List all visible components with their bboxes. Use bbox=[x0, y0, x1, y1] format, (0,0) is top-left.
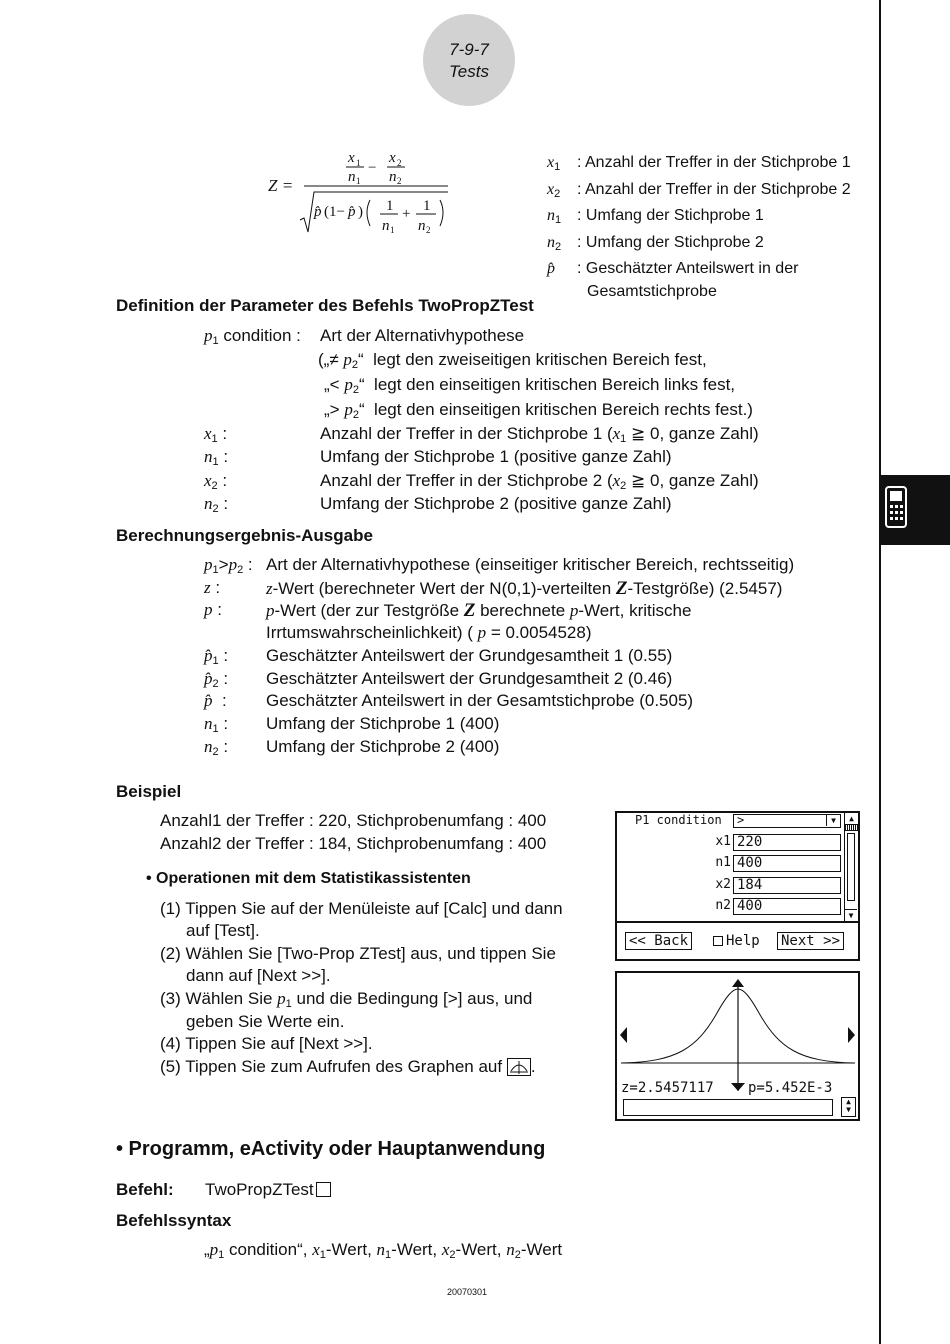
graph-screen bbox=[615, 971, 860, 1121]
legend-text: : Anzahl der Treffer in der Stichprobe 1 bbox=[577, 154, 851, 171]
z-formula bbox=[268, 148, 458, 240]
svg-text:p̂: p̂ bbox=[314, 204, 322, 220]
legend-sym: p̂ bbox=[547, 260, 555, 277]
right-arrow-icon bbox=[848, 1027, 855, 1043]
svg-text:x: x bbox=[389, 150, 396, 166]
step-2-cont: dann auf [Next >>]. bbox=[186, 966, 331, 985]
syntax-heading: Befehlssyntax bbox=[116, 1211, 232, 1230]
scrollbar[interactable] bbox=[844, 813, 858, 921]
legend-text: : Geschätzter Anteilswert in der bbox=[577, 260, 799, 277]
help-checkbox[interactable]: Help bbox=[713, 933, 760, 949]
cond-line-1: („≠ $p_2“$ legt den zweiseitigen kritischen Bereich fest, bbox=[318, 350, 707, 371]
svg-text:2: 2 bbox=[397, 158, 402, 168]
svg-text:1: 1 bbox=[386, 198, 394, 214]
footer-code: 20070301 bbox=[447, 1287, 488, 1297]
step-4: (4) Tippen Sie auf [Next >>]. bbox=[160, 1034, 373, 1053]
param-n2: $n_2$ : bbox=[204, 494, 229, 515]
step-1: (1) Tippen Sie auf der Menüleiste auf [Calc] und dann bbox=[160, 899, 563, 918]
page-number-badge bbox=[423, 14, 515, 106]
field-label-x2: x2 bbox=[715, 877, 731, 892]
x2-input[interactable]: 184 bbox=[733, 877, 841, 894]
page-edge-rule bbox=[879, 0, 881, 1344]
legend-sym: $x_1$ bbox=[547, 154, 561, 173]
checkbox-icon[interactable] bbox=[713, 936, 723, 946]
formula-lhs: Z = bbox=[268, 176, 294, 195]
result-phat-sym: p̂ : bbox=[204, 691, 227, 710]
result-n2-sym: $n_2$ : bbox=[204, 737, 229, 758]
field-label-x1: x1 bbox=[715, 834, 731, 849]
formula-legend bbox=[547, 152, 851, 303]
cond-line-2: „< $p_2“$ legt den einseitigen kritischen Bereich links fest, bbox=[324, 375, 736, 396]
normal-curve-graph bbox=[617, 973, 858, 1119]
step-3-cont: geben Sie Werte ein. bbox=[186, 1012, 345, 1031]
result-p1p2-desc: Art der Alternativhypothese (einseitiger kritischer Bereich, rechtsseitig) bbox=[266, 555, 795, 574]
svg-text:−: − bbox=[368, 160, 377, 176]
param-n2-desc: Umfang der Stichprobe 2 (positive ganze Zahl) bbox=[320, 494, 672, 513]
legend-text: : Anzahl der Treffer in der Stichprobe 2 bbox=[577, 180, 851, 198]
step-2: (2) Wählen Sie [Two-Prop ZTest] aus, und tippen Sie bbox=[160, 944, 556, 963]
scroll-thumb[interactable] bbox=[847, 833, 855, 901]
svg-text:+: + bbox=[402, 206, 411, 222]
results-heading: Berechnungsergebnis-Ausgabe bbox=[116, 526, 373, 545]
result-phat1-sym: $p̂_1$ : bbox=[204, 646, 229, 667]
condition-select[interactable]: > ▼ bbox=[733, 814, 841, 828]
param-x1-desc: Anzahl der Treffer in der Stichprobe 1 ($x_1$ ≧ 0, ganze Zahl) bbox=[320, 424, 759, 445]
svg-text:1: 1 bbox=[356, 176, 361, 186]
ops-heading: • Operationen mit dem Statistikassistenten bbox=[146, 870, 471, 887]
down-arrow-icon bbox=[731, 1083, 745, 1091]
legend-sym: $n_1$ bbox=[547, 207, 562, 226]
chapter-tab bbox=[880, 475, 950, 545]
result-n2-desc: Umfang der Stichprobe 2 (400) bbox=[266, 737, 500, 756]
n1-input[interactable]: 400 bbox=[733, 855, 841, 872]
svg-text:(1−: (1− bbox=[324, 204, 345, 220]
svg-text:1: 1 bbox=[390, 225, 395, 235]
legend-text: Gesamtstichprobe bbox=[587, 282, 717, 300]
section-title: Tests bbox=[448, 62, 489, 81]
svg-text:p̂: p̂ bbox=[348, 204, 356, 220]
result-p1p2-sym: $p_1>p_2$ : bbox=[204, 555, 253, 576]
scroll-updown-icon[interactable]: ▲ ▼ bbox=[841, 1097, 856, 1117]
entry-line-input[interactable] bbox=[623, 1099, 833, 1116]
result-p-desc-2: Irrtumswahrscheinlichkeit) ( p = 0.0054528) bbox=[266, 623, 592, 642]
scroll-up-icon[interactable]: ▲ bbox=[845, 813, 858, 825]
param-x1: $x_1$ : bbox=[204, 424, 228, 445]
param-p1-desc: Art der Alternativhypothese bbox=[320, 326, 525, 345]
result-z-desc: z-Wert (berechneter Wert der N(0,1)-verteilten Z-Testgröße) (2.5457) bbox=[266, 578, 783, 599]
legend-text: : Umfang der Stichprobe 2 bbox=[577, 233, 764, 251]
step-3: (3) Wählen Sie $p_1$ und die Bedingung [>] aus, und bbox=[160, 989, 533, 1010]
legend-text: : Umfang der Stichprobe 1 bbox=[577, 207, 764, 224]
result-p-sym: p : bbox=[204, 600, 222, 619]
step-5: (5) Tippen Sie zum Aufrufen des Graphen auf . bbox=[160, 1057, 536, 1076]
formula-graphic bbox=[268, 148, 458, 240]
result-phat2-desc: Geschätzter Anteilswert der Grundgesamtheit 2 (0.46) bbox=[266, 669, 673, 688]
scroll-down-icon[interactable]: ▼ bbox=[845, 909, 857, 921]
up-arrow-icon bbox=[732, 979, 744, 987]
svg-text:1: 1 bbox=[423, 198, 431, 214]
result-z-sym: z : bbox=[204, 578, 221, 597]
z-readout: z=2.5457117 bbox=[621, 1080, 714, 1096]
svg-text:n: n bbox=[418, 218, 426, 234]
p1-condition-label: P1 condition bbox=[635, 813, 722, 827]
example-heading: Beispiel bbox=[116, 782, 182, 801]
svg-text:2: 2 bbox=[426, 225, 431, 235]
n2-input[interactable]: 400 bbox=[733, 898, 841, 915]
param-n1: $n_1$ : bbox=[204, 447, 229, 468]
wizard-screen bbox=[615, 811, 860, 961]
next-button[interactable]: Next >> bbox=[777, 932, 844, 950]
example-line-1: Anzahl1 der Treffer : 220, Stichprobenumfang : 400 bbox=[160, 811, 547, 830]
x1-input[interactable]: 220 bbox=[733, 834, 841, 851]
left-arrow-icon bbox=[620, 1027, 627, 1043]
result-p-desc: p-Wert (der zur Testgröße Z berechnete p-Wert, kritische bbox=[266, 600, 692, 621]
calculator-icon bbox=[880, 475, 950, 545]
result-n1-sym: $n_1$ : bbox=[204, 714, 229, 735]
step-1-cont: auf [Test]. bbox=[186, 921, 260, 940]
command-label: Befehl: bbox=[116, 1180, 174, 1199]
svg-text:n: n bbox=[389, 169, 397, 185]
param-n1-desc: Umfang der Stichprobe 1 (positive ganze Zahl) bbox=[320, 447, 672, 466]
params-heading: Definition der Parameter des Befehls TwoPropZTest bbox=[116, 296, 534, 315]
param-x2: $x_2$ : bbox=[204, 471, 228, 492]
chevron-down-icon[interactable]: ▼ bbox=[826, 815, 840, 826]
svg-text:x: x bbox=[348, 150, 355, 166]
back-button[interactable]: << Back bbox=[625, 932, 692, 950]
example-line-2: Anzahl2 der Treffer : 184, Stichprobenumfang : 400 bbox=[160, 834, 547, 853]
result-phat-desc: Geschätzter Anteilswert in der Gesamtstichprobe (0.505) bbox=[266, 691, 694, 710]
param-p1: $p_1$ condition : bbox=[204, 326, 301, 347]
command-name: TwoPropZTest bbox=[205, 1180, 331, 1200]
svg-text:1: 1 bbox=[356, 158, 361, 168]
param-x2-desc: Anzahl der Treffer in der Stichprobe 2 ($x_2$ ≧ 0, ganze Zahl) bbox=[320, 471, 759, 492]
svg-text:n: n bbox=[348, 169, 356, 185]
result-n1-desc: Umfang der Stichprobe 1 (400) bbox=[266, 714, 500, 733]
svg-text:): ) bbox=[358, 204, 363, 220]
legend-sym: $n_2$ bbox=[547, 233, 562, 253]
p-readout: p=5.452E-3 bbox=[748, 1080, 833, 1096]
cond-line-3: „> $p_2“$ legt den einseitigen kritischen Bereich rechts fest.) bbox=[324, 400, 753, 421]
program-heading: • Programm, eActivity oder Hauptanwendung bbox=[116, 1138, 546, 1160]
svg-text:2: 2 bbox=[397, 176, 402, 186]
syntax-line: $„p_1$ condition“, $x_1$-Wert, $n_1$-Wert, $x_2$-Wert, $n_2$-Wert bbox=[204, 1240, 563, 1261]
field-label-n1: n1 bbox=[715, 855, 731, 870]
graph-button-icon bbox=[507, 1058, 531, 1076]
field-label-n2: n2 bbox=[715, 898, 731, 913]
space-box-icon bbox=[316, 1182, 331, 1197]
page-number: 7-9-7 bbox=[449, 40, 489, 59]
result-phat1-desc: Geschätzter Anteilswert der Grundgesamtheit 1 (0.55) bbox=[266, 646, 673, 665]
svg-text:n: n bbox=[382, 218, 390, 234]
result-phat2-sym: $p̂_2$ : bbox=[204, 669, 229, 690]
legend-sym: $x_2$ bbox=[547, 180, 561, 200]
